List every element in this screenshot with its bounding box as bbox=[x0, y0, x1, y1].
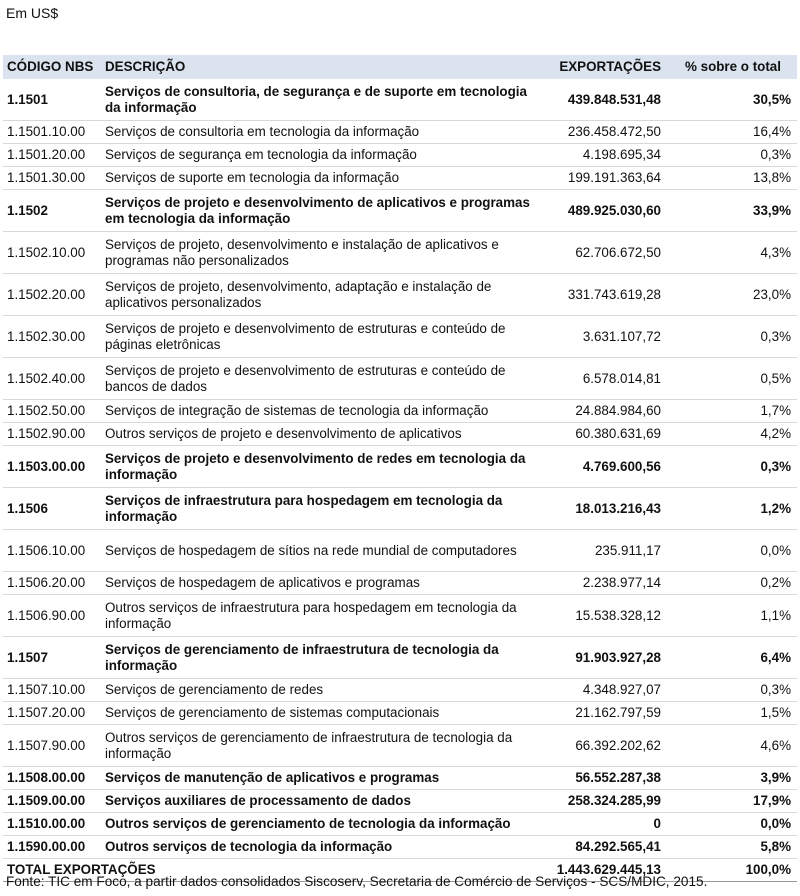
percent-cell: 0,3% bbox=[669, 144, 797, 167]
exports-cell: 2.238.977,14 bbox=[547, 572, 669, 595]
percent-cell: 0,3% bbox=[669, 679, 797, 702]
code-cell: 1.1507.10.00 bbox=[3, 679, 101, 702]
code-cell: 1.1502 bbox=[3, 190, 101, 232]
percent-cell: 4,2% bbox=[669, 423, 797, 446]
table-row bbox=[3, 790, 797, 813]
code-cell: 1.1506.90.00 bbox=[3, 595, 101, 637]
exports-cell: 258.324.285,99 bbox=[547, 790, 669, 813]
table-row bbox=[3, 121, 797, 144]
description-cell: Serviços de projeto e desenvolvimento de aplicativos e programas em tecnologia da informação bbox=[101, 190, 547, 232]
table-row bbox=[3, 79, 797, 121]
code-cell: 1.1506.10.00 bbox=[3, 530, 101, 572]
exports-cell: 62.706.672,50 bbox=[547, 232, 669, 274]
code-cell: 1.1509.00.00 bbox=[3, 790, 101, 813]
code-cell: 1.1502.40.00 bbox=[3, 358, 101, 400]
code-cell: 1.1502.90.00 bbox=[3, 423, 101, 446]
description-cell: Serviços de manutenção de aplicativos e programas bbox=[101, 767, 547, 790]
header-exports: EXPORTAÇÕES bbox=[547, 55, 669, 79]
percent-cell: 1,7% bbox=[669, 400, 797, 423]
table-row bbox=[3, 488, 797, 530]
code-cell: 1.1507.90.00 bbox=[3, 725, 101, 767]
table-row bbox=[3, 232, 797, 274]
description-cell: Serviços auxiliares de processamento de dados bbox=[101, 790, 547, 813]
description-cell: Outros serviços de gerenciamento de infraestrutura de tecnologia da informação bbox=[101, 725, 547, 767]
exports-cell: 489.925.030,60 bbox=[547, 190, 669, 232]
table-body bbox=[3, 79, 797, 859]
description-cell: Serviços de gerenciamento de redes bbox=[101, 679, 547, 702]
description-cell: Serviços de segurança em tecnologia da informação bbox=[101, 144, 547, 167]
description-cell: Serviços de infraestrutura para hospedagem em tecnologia da informação bbox=[101, 488, 547, 530]
table-row bbox=[3, 530, 797, 572]
percent-cell: 30,5% bbox=[669, 79, 797, 121]
code-cell: 1.1510.00.00 bbox=[3, 813, 101, 836]
code-cell: 1.1501.20.00 bbox=[3, 144, 101, 167]
exports-cell: 4.198.695,34 bbox=[547, 144, 669, 167]
percent-cell: 23,0% bbox=[669, 274, 797, 316]
percent-cell: 17,9% bbox=[669, 790, 797, 813]
exports-cell: 331.743.619,28 bbox=[547, 274, 669, 316]
description-cell: Serviços de consultoria em tecnologia da informação bbox=[101, 121, 547, 144]
description-cell: Serviços de integração de sistemas de tecnologia da informação bbox=[101, 400, 547, 423]
total-value: 1.443.629.445,13 bbox=[547, 859, 669, 882]
table-row bbox=[3, 572, 797, 595]
description-cell: Serviços de gerenciamento de sistemas computacionais bbox=[101, 702, 547, 725]
percent-cell: 4,3% bbox=[669, 232, 797, 274]
table-row bbox=[3, 702, 797, 725]
code-cell: 1.1502.30.00 bbox=[3, 316, 101, 358]
code-cell: 1.1503.00.00 bbox=[3, 446, 101, 488]
exports-cell: 91.903.927,28 bbox=[547, 637, 669, 679]
exports-cell: 6.578.014,81 bbox=[547, 358, 669, 400]
header-percent: % sobre o total bbox=[669, 55, 797, 79]
exports-cell: 3.631.107,72 bbox=[547, 316, 669, 358]
table-row bbox=[3, 595, 797, 637]
description-cell: Outros serviços de infraestrutura para hospedagem em tecnologia da informação bbox=[101, 595, 547, 637]
exports-cell: 60.380.631,69 bbox=[547, 423, 669, 446]
exports-table bbox=[3, 55, 797, 882]
table-row bbox=[3, 167, 797, 190]
exports-cell: 84.292.565,41 bbox=[547, 836, 669, 859]
percent-cell: 0,3% bbox=[669, 446, 797, 488]
total-percent: 100,0% bbox=[669, 859, 797, 882]
code-cell: 1.1506.20.00 bbox=[3, 572, 101, 595]
description-cell: Serviços de gerenciamento de infraestrutura de tecnologia da informação bbox=[101, 637, 547, 679]
percent-cell: 0,5% bbox=[669, 358, 797, 400]
code-cell: 1.1502.10.00 bbox=[3, 232, 101, 274]
exports-cell: 24.884.984,60 bbox=[547, 400, 669, 423]
description-cell: Outros serviços de gerenciamento de tecnologia da informação bbox=[101, 813, 547, 836]
unit-note: Em US$ bbox=[6, 5, 59, 21]
code-cell: 1.1508.00.00 bbox=[3, 767, 101, 790]
percent-cell: 0,2% bbox=[669, 572, 797, 595]
percent-cell: 16,4% bbox=[669, 121, 797, 144]
total-label: TOTAL EXPORTAÇÕES bbox=[3, 859, 547, 882]
table-row bbox=[3, 423, 797, 446]
table-row bbox=[3, 190, 797, 232]
code-cell: 1.1590.00.00 bbox=[3, 836, 101, 859]
code-cell: 1.1501.10.00 bbox=[3, 121, 101, 144]
percent-cell: 13,8% bbox=[669, 167, 797, 190]
code-cell: 1.1501.30.00 bbox=[3, 167, 101, 190]
exports-cell: 66.392.202,62 bbox=[547, 725, 669, 767]
table-row bbox=[3, 446, 797, 488]
table-row bbox=[3, 767, 797, 790]
percent-cell: 4,6% bbox=[669, 725, 797, 767]
table-row bbox=[3, 400, 797, 423]
description-cell: Serviços de suporte em tecnologia da informação bbox=[101, 167, 547, 190]
percent-cell: 33,9% bbox=[669, 190, 797, 232]
table-row bbox=[3, 836, 797, 859]
exports-cell: 199.191.363,64 bbox=[547, 167, 669, 190]
description-cell: Serviços de projeto, desenvolvimento, adaptação e instalação de aplicativos personalizados bbox=[101, 274, 547, 316]
description-cell: Serviços de hospedagem de sítios na rede mundial de computadores bbox=[101, 530, 547, 572]
header-description: DESCRIÇÃO bbox=[101, 55, 547, 79]
percent-cell: 1,1% bbox=[669, 595, 797, 637]
table-row bbox=[3, 725, 797, 767]
table-row bbox=[3, 358, 797, 400]
exports-cell: 0 bbox=[547, 813, 669, 836]
table-row bbox=[3, 144, 797, 167]
table-row bbox=[3, 679, 797, 702]
percent-cell: 0,0% bbox=[669, 813, 797, 836]
description-cell: Outros serviços de projeto e desenvolvimento de aplicativos bbox=[101, 423, 547, 446]
table-row bbox=[3, 316, 797, 358]
percent-cell: 1,2% bbox=[669, 488, 797, 530]
description-cell: Serviços de consultoria, de segurança e de suporte em tecnologia da informação bbox=[101, 79, 547, 121]
percent-cell: 6,4% bbox=[669, 637, 797, 679]
description-cell: Serviços de projeto e desenvolvimento de estruturas e conteúdo de páginas eletrônicas bbox=[101, 316, 547, 358]
table-row bbox=[3, 813, 797, 836]
exports-cell: 439.848.531,48 bbox=[547, 79, 669, 121]
description-cell: Outros serviços de tecnologia da informação bbox=[101, 836, 547, 859]
code-cell: 1.1502.50.00 bbox=[3, 400, 101, 423]
exports-cell: 56.552.287,38 bbox=[547, 767, 669, 790]
table-header-row bbox=[3, 55, 797, 79]
percent-cell: 5,8% bbox=[669, 836, 797, 859]
header-code: CÓDIGO NBS bbox=[3, 55, 101, 79]
code-cell: 1.1507.20.00 bbox=[3, 702, 101, 725]
percent-cell: 0,0% bbox=[669, 530, 797, 572]
table-row bbox=[3, 274, 797, 316]
code-cell: 1.1507 bbox=[3, 637, 101, 679]
exports-cell: 15.538.328,12 bbox=[547, 595, 669, 637]
code-cell: 1.1501 bbox=[3, 79, 101, 121]
percent-cell: 1,5% bbox=[669, 702, 797, 725]
exports-cell: 235.911,17 bbox=[547, 530, 669, 572]
description-cell: Serviços de projeto e desenvolvimento de estruturas e conteúdo de bancos de dados bbox=[101, 358, 547, 400]
exports-cell: 4.769.600,56 bbox=[547, 446, 669, 488]
exports-cell: 21.162.797,59 bbox=[547, 702, 669, 725]
description-cell: Serviços de projeto e desenvolvimento de redes em tecnologia da informação bbox=[101, 446, 547, 488]
code-cell: 1.1506 bbox=[3, 488, 101, 530]
description-cell: Serviços de hospedagem de aplicativos e programas bbox=[101, 572, 547, 595]
table-row bbox=[3, 637, 797, 679]
exports-cell: 4.348.927,07 bbox=[547, 679, 669, 702]
source-note: Fonte: TIC em Foco, a partir dados consolidados Siscoserv, Secretaria de Comércio de Serviços - SCS/MDIC, 2015. bbox=[6, 874, 708, 889]
exports-cell: 236.458.472,50 bbox=[547, 121, 669, 144]
description-cell: Serviços de projeto, desenvolvimento e instalação de aplicativos e programas não personalizados bbox=[101, 232, 547, 274]
exports-cell: 18.013.216,43 bbox=[547, 488, 669, 530]
code-cell: 1.1502.20.00 bbox=[3, 274, 101, 316]
percent-cell: 0,3% bbox=[669, 316, 797, 358]
percent-cell: 3,9% bbox=[669, 767, 797, 790]
